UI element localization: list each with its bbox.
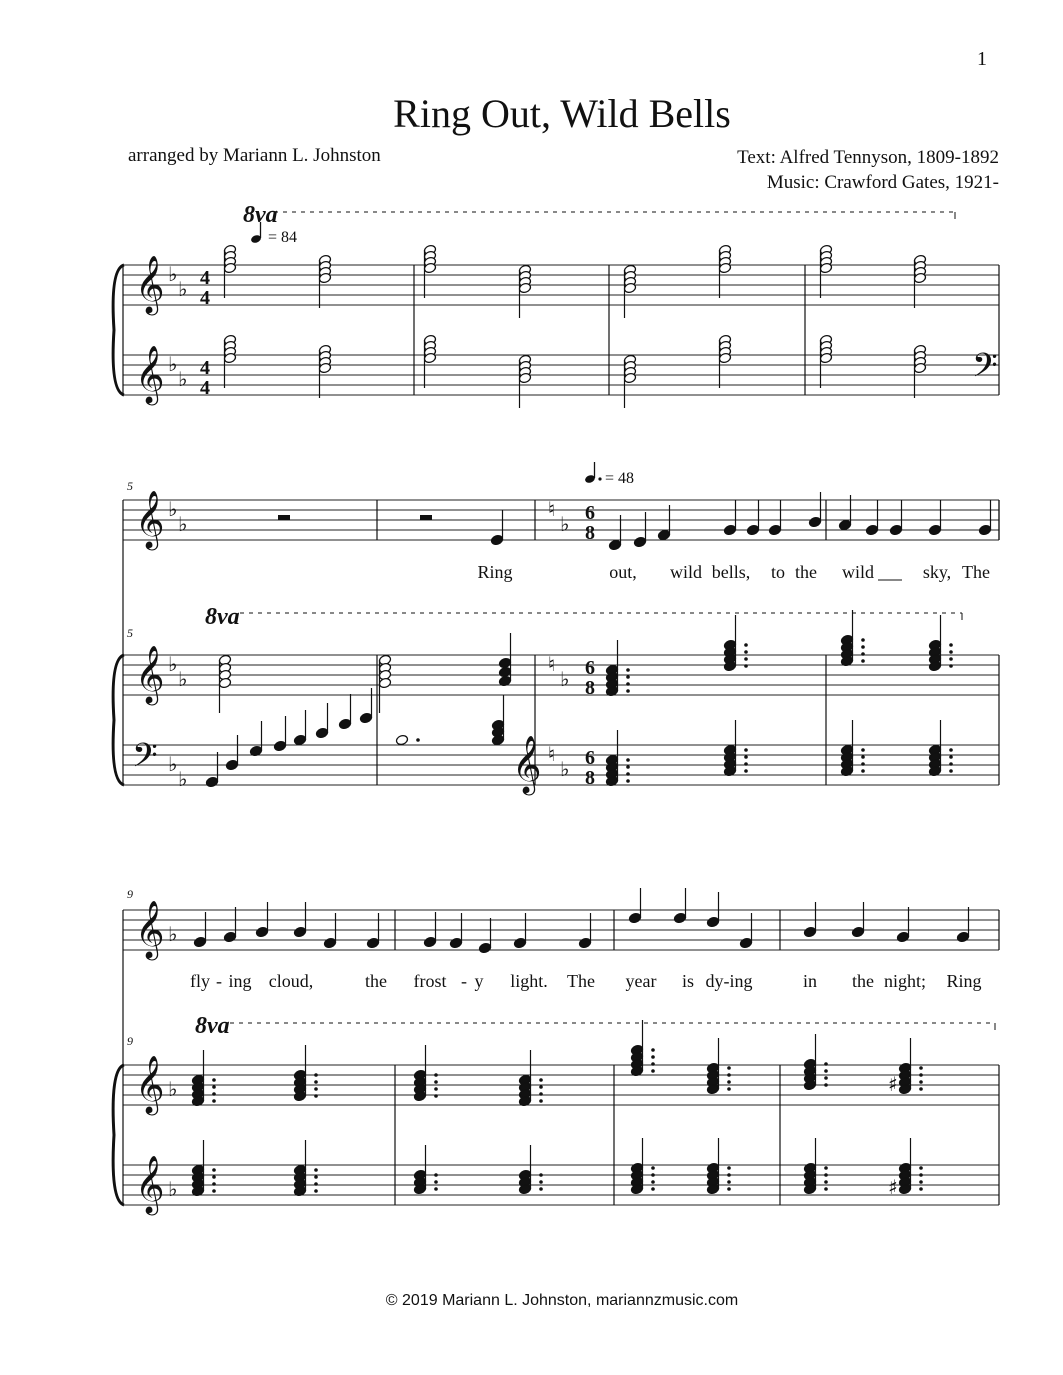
- augmentation-dot: [539, 1078, 543, 1082]
- lyric-syllable: year: [625, 971, 657, 991]
- time-signature-bottom: 8: [585, 677, 595, 699]
- augmentation-dot: [651, 1048, 655, 1052]
- music-credit: Music: Crawford Gates, 1921-: [766, 172, 999, 193]
- augmentation-dot: [626, 675, 630, 679]
- augmentation-dot: [949, 769, 953, 773]
- natural-icon: ♮: [548, 497, 556, 521]
- augmentation-dot: [824, 1069, 828, 1073]
- notehead: [193, 936, 206, 948]
- augmentation-dot: [434, 1087, 438, 1091]
- augmentation-dot: [919, 1166, 923, 1170]
- augmentation-dot: [626, 689, 630, 693]
- notehead: [633, 536, 646, 548]
- augmentation-dot: [314, 1080, 318, 1084]
- augmentation-dot: [744, 755, 748, 759]
- augmentation-dot: [949, 664, 953, 668]
- augmentation-dot: [824, 1173, 828, 1177]
- augmentation-dot: [539, 1099, 543, 1103]
- tempo-mark: = 84: [268, 229, 298, 246]
- notehead: [628, 912, 641, 924]
- augmentation-dot: [314, 1189, 318, 1193]
- lyric-syllable: the: [795, 562, 817, 582]
- augmentation-dot: [919, 1087, 923, 1091]
- sharp-icon: ♯: [888, 1072, 898, 1096]
- time-signature-top: 6: [585, 657, 595, 679]
- augmentation-dot: [727, 1073, 731, 1077]
- brace-icon: [113, 655, 124, 785]
- augmentation-dot: [314, 1073, 318, 1077]
- augmentation-dot: [949, 748, 953, 752]
- flat-icon: ♭: [560, 667, 570, 691]
- lyric-syllable: wild: [669, 562, 703, 582]
- notehead: [395, 734, 408, 746]
- treble-clef-icon: 𝄞: [512, 735, 542, 793]
- augmentation-dot: [744, 769, 748, 773]
- treble-clef-icon: 𝄞: [135, 255, 165, 313]
- augmentation-dot: [539, 1085, 543, 1089]
- ottava-mark: 8va: [243, 202, 278, 228]
- augmentation-dot: [861, 769, 865, 773]
- augmentation-dot: [824, 1187, 828, 1191]
- treble-clef-icon: 𝄞: [135, 1155, 165, 1213]
- augmentation-dot: [949, 657, 953, 661]
- augmentation-dot: [744, 650, 748, 654]
- lyric-syllable: -: [461, 971, 467, 991]
- measure-number: 9: [127, 1034, 133, 1048]
- notehead: [657, 529, 670, 541]
- augmentation-dot: [626, 772, 630, 776]
- bass-clef-icon: 𝄢: [972, 347, 998, 393]
- notehead: [293, 734, 306, 746]
- notehead: [449, 937, 462, 949]
- rest: [278, 515, 290, 520]
- augmentation-dot: [727, 1180, 731, 1184]
- augmentation-dot: [434, 1180, 438, 1184]
- augmentation-dot: [539, 1180, 543, 1184]
- lyric-syllable: the: [852, 971, 874, 991]
- notehead: [378, 677, 391, 689]
- page-title: Ring Out, Wild Bells: [393, 91, 731, 136]
- augmentation-dot: [212, 1092, 216, 1096]
- notehead: [739, 937, 752, 949]
- flat-icon: ♭: [178, 277, 188, 301]
- flat-icon: ♭: [168, 497, 178, 521]
- augmentation-dot: [744, 643, 748, 647]
- flat-icon: ♭: [178, 367, 188, 391]
- augmentation-dot: [727, 1166, 731, 1170]
- augmentation-dot: [727, 1066, 731, 1070]
- notehead: [513, 937, 526, 949]
- augmentation-dot: [824, 1180, 828, 1184]
- time-signature-bottom: 4: [200, 377, 210, 399]
- lyric-syllable: -: [216, 971, 222, 991]
- natural-icon: ♮: [548, 652, 556, 676]
- notehead: [225, 759, 238, 771]
- lyric-syllable: fly: [190, 971, 210, 991]
- augmentation-dot: [824, 1166, 828, 1170]
- lyric-syllable: cloud,: [268, 971, 314, 991]
- augmentation-dot: [651, 1055, 655, 1059]
- time-signature-bottom: 8: [585, 522, 595, 544]
- augmentation-dot: [314, 1087, 318, 1091]
- lyric-syllable: in: [802, 971, 818, 991]
- notehead: [323, 937, 336, 949]
- notehead: [956, 931, 969, 943]
- natural-icon: ♮: [548, 742, 556, 766]
- notehead: [491, 734, 504, 746]
- lyric-syllable: out,: [609, 562, 637, 582]
- augmentation-dot: [727, 1080, 731, 1084]
- notehead: [746, 524, 759, 536]
- notehead: [366, 937, 379, 949]
- augmentation-dot: [861, 652, 865, 656]
- notehead: [851, 926, 864, 938]
- notehead: [223, 931, 236, 943]
- augmentation-dot: [919, 1187, 923, 1191]
- flat-icon: ♭: [168, 262, 178, 286]
- notehead: [889, 524, 902, 536]
- augmentation-dot: [416, 738, 420, 742]
- notehead: [359, 712, 372, 724]
- notehead: [338, 718, 351, 730]
- lyric-syllable: light.: [510, 971, 548, 991]
- augmentation-dot: [824, 1062, 828, 1066]
- augmentation-dot: [861, 638, 865, 642]
- brace-icon: [113, 265, 124, 395]
- measure-number: 9: [127, 887, 133, 901]
- augmentation-dot: [212, 1085, 216, 1089]
- notehead: [293, 926, 306, 938]
- time-signature-top: 4: [200, 267, 210, 289]
- treble-clef-icon: 𝄞: [135, 645, 165, 703]
- augmentation-dot: [727, 1187, 731, 1191]
- augmentation-dot: [861, 762, 865, 766]
- augmentation-dot: [212, 1078, 216, 1082]
- notehead: [218, 677, 231, 689]
- notehead: [723, 524, 736, 536]
- flat-icon: ♭: [168, 1177, 178, 1201]
- augmentation-dot: [434, 1080, 438, 1084]
- time-signature-top: 4: [200, 357, 210, 379]
- treble-clef-icon: 𝄞: [135, 345, 165, 403]
- augmentation-dot: [949, 643, 953, 647]
- notehead: [315, 727, 328, 739]
- lyric-syllable: The: [962, 562, 990, 582]
- augmentation-dot: [949, 755, 953, 759]
- augmentation-dot: [434, 1073, 438, 1077]
- flat-icon: ♭: [178, 512, 188, 536]
- lyric-syllable: Ring: [477, 562, 513, 582]
- augmentation-dot: [539, 1173, 543, 1177]
- lyric-syllable: the: [365, 971, 387, 991]
- flat-icon: ♭: [168, 752, 178, 776]
- lyrics-line-2: [190, 971, 982, 991]
- notehead: [865, 524, 878, 536]
- notehead: [273, 740, 286, 752]
- notehead: [255, 926, 268, 938]
- augmentation-dot: [949, 762, 953, 766]
- notehead: [838, 519, 851, 531]
- augmentation-dot: [919, 1066, 923, 1070]
- augmentation-dot: [919, 1073, 923, 1077]
- flat-icon: ♭: [178, 767, 188, 791]
- rest: [420, 515, 432, 520]
- augmentation-dot: [539, 1187, 543, 1191]
- lyrics-line-1: [477, 562, 990, 582]
- notehead: [803, 926, 816, 938]
- augmentation-dot: [919, 1180, 923, 1184]
- measure-number: 5: [127, 626, 133, 640]
- flat-icon: ♭: [560, 757, 570, 781]
- time-signature-bottom: 8: [585, 767, 595, 789]
- notehead: [706, 916, 719, 928]
- augmentation-dot: [861, 755, 865, 759]
- brace-icon: [113, 1065, 124, 1205]
- lyric-syllable: is: [681, 971, 695, 991]
- augmentation-dot: [212, 1175, 216, 1179]
- lyric-syllable: dy-ing: [705, 971, 753, 991]
- augmentation-dot: [434, 1094, 438, 1098]
- augmentation-dot: [949, 650, 953, 654]
- text-credit: Text: Alfred Tennyson, 1809-1892: [737, 147, 999, 168]
- augmentation-dot: [744, 748, 748, 752]
- bass-clef-icon: 𝄢: [132, 737, 158, 783]
- notes: [191, 244, 991, 1197]
- notehead: [896, 931, 909, 943]
- lyric-syllable: frost: [413, 971, 447, 991]
- lyric-syllable: sky,: [922, 562, 952, 582]
- flat-icon: ♭: [168, 352, 178, 376]
- lyric-syllable: bells,: [711, 562, 751, 582]
- augmentation-dot: [861, 645, 865, 649]
- augmentation-dot: [212, 1099, 216, 1103]
- augmentation-dot: [727, 1173, 731, 1177]
- augmentation-dot: [212, 1189, 216, 1193]
- lyric-syllable: wild: [841, 562, 875, 582]
- flat-icon: ♭: [168, 922, 178, 946]
- augmentation-dot: [626, 779, 630, 783]
- augmentation-dot: [626, 765, 630, 769]
- sharp-icon: ♯: [888, 1175, 898, 1199]
- flat-icon: ♭: [560, 512, 570, 536]
- notehead: [490, 534, 503, 546]
- augmentation-dot: [651, 1069, 655, 1073]
- augmentation-dot: [651, 1173, 655, 1177]
- augmentation-dot: [314, 1094, 318, 1098]
- ottava-mark: 8va: [195, 1013, 230, 1039]
- lyric-syllable: to: [770, 562, 786, 582]
- augmentation-dot: [824, 1083, 828, 1087]
- flat-icon: ♭: [168, 652, 178, 676]
- augmentation-dot: [314, 1175, 318, 1179]
- augmentation-dot: [744, 657, 748, 661]
- lyric-syllable: Ring: [946, 971, 982, 991]
- augmentation-dot: [919, 1080, 923, 1084]
- flat-icon: ♭: [168, 1077, 178, 1101]
- page-number: 1: [977, 48, 987, 70]
- tempo-mark: = 48: [605, 470, 635, 487]
- notehead: [423, 936, 436, 948]
- notehead: [978, 524, 991, 536]
- copyright-notice: © 2019 Mariann L. Johnston, mariannzmusic.com: [385, 1292, 739, 1309]
- augmentation-dot: [727, 1087, 731, 1091]
- treble-clef-icon: 𝄞: [135, 490, 165, 548]
- augmentation-dot: [626, 682, 630, 686]
- notehead: [608, 539, 621, 551]
- augmentation-dot: [314, 1168, 318, 1172]
- augmentation-dot: [861, 748, 865, 752]
- notehead: [478, 942, 491, 954]
- augmentation-dot: [314, 1182, 318, 1186]
- augmentation-dot: [626, 668, 630, 672]
- notehead: [768, 524, 781, 536]
- augmentation-dot: [651, 1180, 655, 1184]
- lyric-syllable: y: [474, 971, 484, 991]
- augmentation-dot: [651, 1062, 655, 1066]
- augmentation-dot: [744, 664, 748, 668]
- lyric-syllable: ing: [228, 971, 252, 991]
- augmentation-dot: [744, 762, 748, 766]
- augmentation-dot: [539, 1092, 543, 1096]
- lyric-syllable: The: [567, 971, 595, 991]
- augmentation-dot: [919, 1173, 923, 1177]
- measure-number: 5: [127, 479, 133, 493]
- staves: [113, 255, 999, 1216]
- notehead: [205, 776, 218, 788]
- augmentation-dot: [212, 1168, 216, 1172]
- treble-clef-icon: 𝄞: [135, 900, 165, 958]
- ottava-mark: 8va: [205, 604, 240, 630]
- augmentation-dot: [434, 1187, 438, 1191]
- treble-clef-icon: 𝄞: [135, 1055, 165, 1113]
- notehead: [578, 937, 591, 949]
- notehead: [673, 912, 686, 924]
- notehead: [928, 524, 941, 536]
- time-signature-top: 6: [585, 502, 595, 524]
- score-marks: [127, 202, 995, 1048]
- augmentation-dot: [651, 1187, 655, 1191]
- time-signature-bottom: 4: [200, 287, 210, 309]
- flat-icon: ♭: [178, 667, 188, 691]
- arranger-credit: arranged by Mariann L. Johnston: [128, 145, 381, 166]
- lyric-syllable: night;: [883, 971, 927, 991]
- augmentation-dot: [861, 659, 865, 663]
- notehead: [808, 516, 821, 528]
- augmentation-dot: [434, 1173, 438, 1177]
- augmentation-dot: [212, 1182, 216, 1186]
- augmentation-dot: [824, 1076, 828, 1080]
- time-signature-top: 6: [585, 747, 595, 769]
- augmentation-dot: [626, 758, 630, 762]
- tempo-dot: [598, 477, 601, 480]
- augmentation-dot: [651, 1166, 655, 1170]
